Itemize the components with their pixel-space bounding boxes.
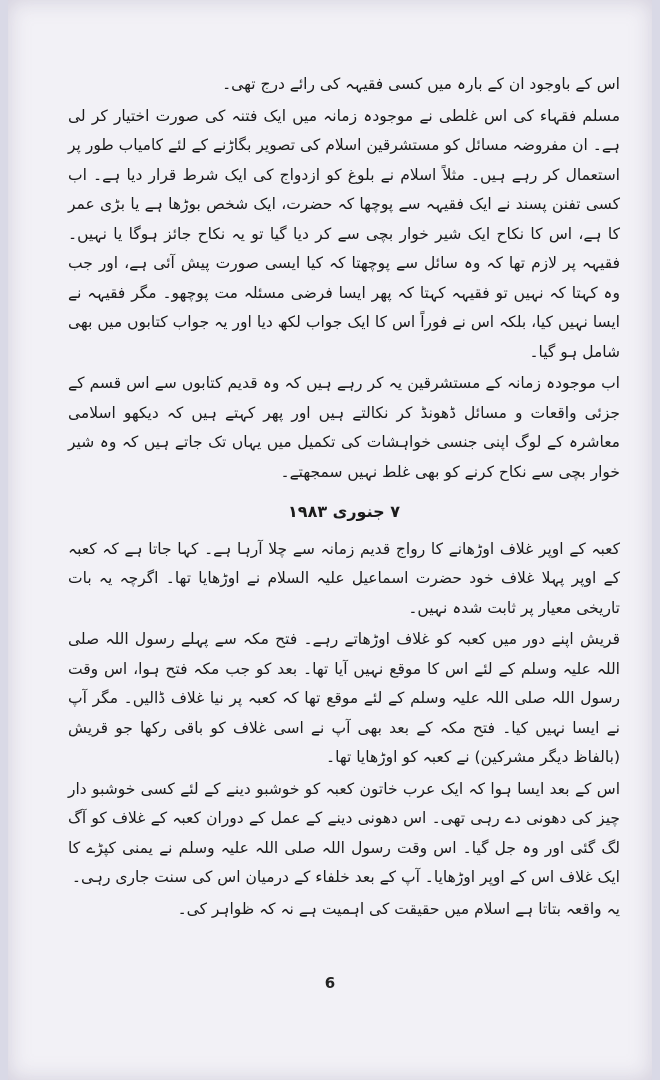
paragraph-2: مسلم فقہاء کی اس غلطی نے موجودہ زمانہ میں ایک فتنہ کی صورت اختیار کر لی ہے۔ ان مفروضہ مسائل کو مستشرقین اسلام کی تصویر بگاڑنے کے لئے کامیاب طور پر استعمال کر رہے ہیں۔ مثلاً اسلام نے بلوغ کو ازدواج کی ایک شرط قرار دیا ہے۔ اب کسی تفنن پسند نے ایک فقیہہ سے پوچھا کہ حضرت، ایک شخص بوڑھا ہے یا بڑی عمر کا ہے، اس کا نکاح ایک شیر خوار بچی سے کر دیا گیا تو یہ نکاح جائز ہوگا یا نہیں۔ فقیہہ پر لازم تھا کہ وہ سائل سے پوچھتا کہ کیا ایسی صورت پیش آئی ہے، اور جب وہ کہتا کہ نہیں تو فقیہہ کہتا کہ پھر ایسا فرضی مسئلہ مت پوچھو۔ مگر فقیہہ نے ایسا نہیں کیا، بلکہ اس نے فوراً اس کا ایک جواب لکھ دیا اور یہ جواب کتابوں میں بھی شامل ہو گیا۔ bbox=[68, 106, 620, 361]
paragraph-5: قریش اپنے دور میں کعبہ کو غلاف اوڑھاتے رہے۔ فتح مکہ سے پہلے رسول اللہ صلی اللہ علیہ وسلم کے لئے اس کا موقع نہیں آیا تھا۔ بعد کو جب مکہ فتح ہوا، اس وقت رسول اللہ صلی اللہ علیہ وسلم کے لئے موقع تھا کہ کعبہ پر نیا غلاف ڈالیں۔ مگر آپ نے ایسا نہیں کیا۔ فتح مکہ کے بعد بھی آپ نے اسی غلاف کو باقی رکھا جو قریش (بالفاظ دیگر مشرکین) نے کعبہ کو اوڑھایا تھا۔ bbox=[68, 630, 620, 766]
paragraph-6: اس کے بعد ایسا ہوا کہ ایک عرب خاتون کعبہ کو خوشبو دینے کے لئے کسی خوشبو دار چیز کی دھونی دے رہی تھی۔ اس دھونی دینے کے عمل کے دوران کعبہ کے غلاف کو آگ لگ گئی اور وہ جل گیا۔ اس وقت رسول اللہ صلی اللہ علیہ وسلم نے یمنی کپڑے کا ایک غلاف اس کے اوپر اوڑھایا۔ آپ کے بعد خلفاء کے درمیان اس کی سنت جاری رہی۔ bbox=[68, 779, 620, 886]
date-heading: ۷ جنوری ۱۹۸۳ bbox=[288, 502, 400, 521]
paragraph-1: اس کے باوجود ان کے بارہ میں کسی فقیہہ کی رائے درج تھی۔ bbox=[222, 75, 620, 93]
page-number: 6 bbox=[324, 974, 336, 992]
page-text bbox=[68, 70, 620, 926]
book-page bbox=[8, 0, 652, 1080]
paragraph-7: یہ واقعہ بتاتا ہے اسلام میں حقیقت کی اہمیت ہے نہ کہ ظواہر کی۔ bbox=[177, 899, 620, 918]
paragraph-3: اب موجودہ زمانہ کے مستشرقین یہ کر رہے ہیں کہ وہ قدیم کتابوں سے اس قسم کے جزئی واقعات و مسائل ڈھونڈ کر نکالتے ہیں اور پھر کہتے ہیں کہ دیکھو اسلامی معاشرہ کے لوگ اپنی جنسی خواہشات کی تکمیل میں یہاں تک جاتے ہیں کہ وہ شیر خوار بچی سے نکاح کرنے کو بھی غلط نہیں سمجھتے۔ bbox=[68, 374, 620, 481]
paragraph-4: کعبہ کے اوپر غلاف اوڑھانے کا رواج قدیم زمانہ سے چلا آرہا ہے۔ کہا جاتا ہے کہ کعبہ کے اوپر پہلا غلاف خود حضرت اسماعیل علیہ السلام نے اوڑھایا تھا۔ اگرچہ یہ بات تاریخی معیار پر ثابت شدہ نہیں۔ bbox=[68, 539, 620, 617]
